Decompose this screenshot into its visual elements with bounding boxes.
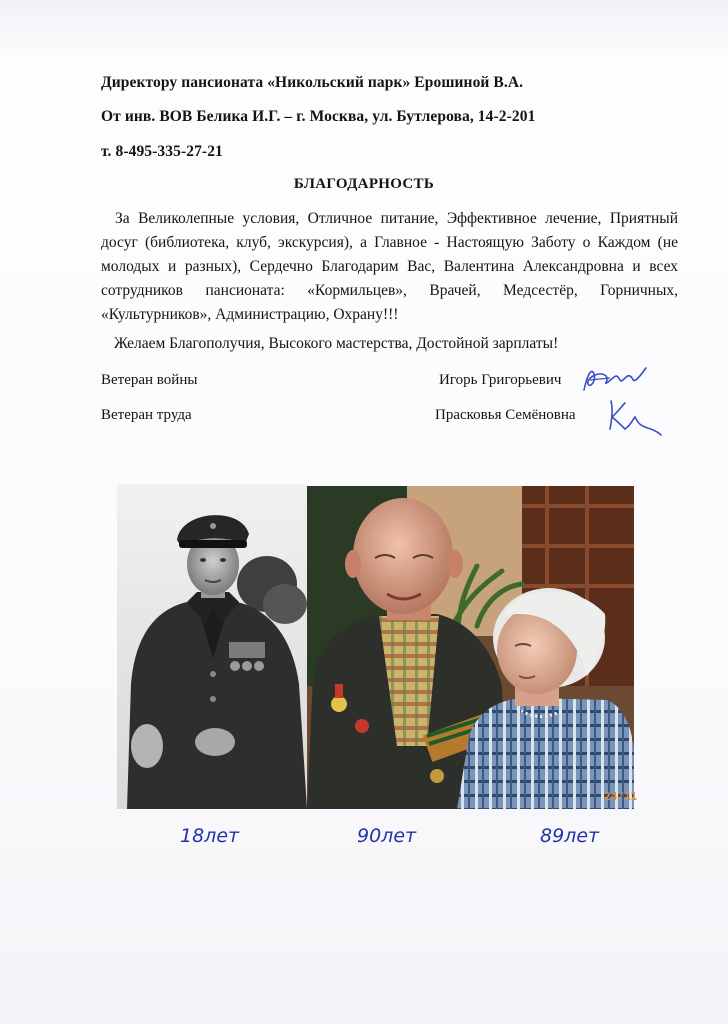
photo-date-stamp: 24/11 xyxy=(604,790,638,803)
photo-elderly-couple xyxy=(307,486,634,809)
signature-name-praskovya: Прасковья Семёновна xyxy=(435,407,576,423)
letter-body: За Великолепные условия, Отличное питание, Эффективное лечение, Приятный досуг (библиотека, клуб, экскурсия), а Главное - Настоящую Заботу о Каждом (не молодых и разных), Сердечно Благодарим Вас, Валентина Александровна и всех сотрудников пансионата: «Кормильцев», Врачей, Медсестёр, Горничных, «Культурников», Администрацию, Охрану!!! xyxy=(101,210,678,323)
letter-title: БЛАГОДАРНОСТЬ xyxy=(293,176,435,192)
signature-role-war-veteran: Ветеран войны xyxy=(101,372,198,388)
signature-role-labour-veteran: Ветеран труда xyxy=(101,407,192,423)
letter-wish: Желаем Благополучия, Высокого мастерства, Достойной зарплаты! xyxy=(114,335,559,352)
addressee-line: Директору пансионата «Никольский парк» Ерошиной В.А. xyxy=(101,74,524,91)
handwritten-signature-praskovya xyxy=(603,395,665,439)
age-label-young: 18лет xyxy=(180,825,240,847)
sender-line: От инв. ВОВ Белика И.Г. – г. Москва, ул. Бутлерова, 14-2-201 xyxy=(101,108,536,125)
age-label-man: 90лет xyxy=(357,825,417,847)
photo-young-soldier xyxy=(117,484,307,809)
handwritten-signature-igor xyxy=(580,362,650,396)
signature-name-igor: Игорь Григорьевич xyxy=(439,372,562,388)
phone-line: т. 8-495-335-27-21 xyxy=(101,143,223,160)
age-label-woman: 89лет xyxy=(540,825,600,847)
